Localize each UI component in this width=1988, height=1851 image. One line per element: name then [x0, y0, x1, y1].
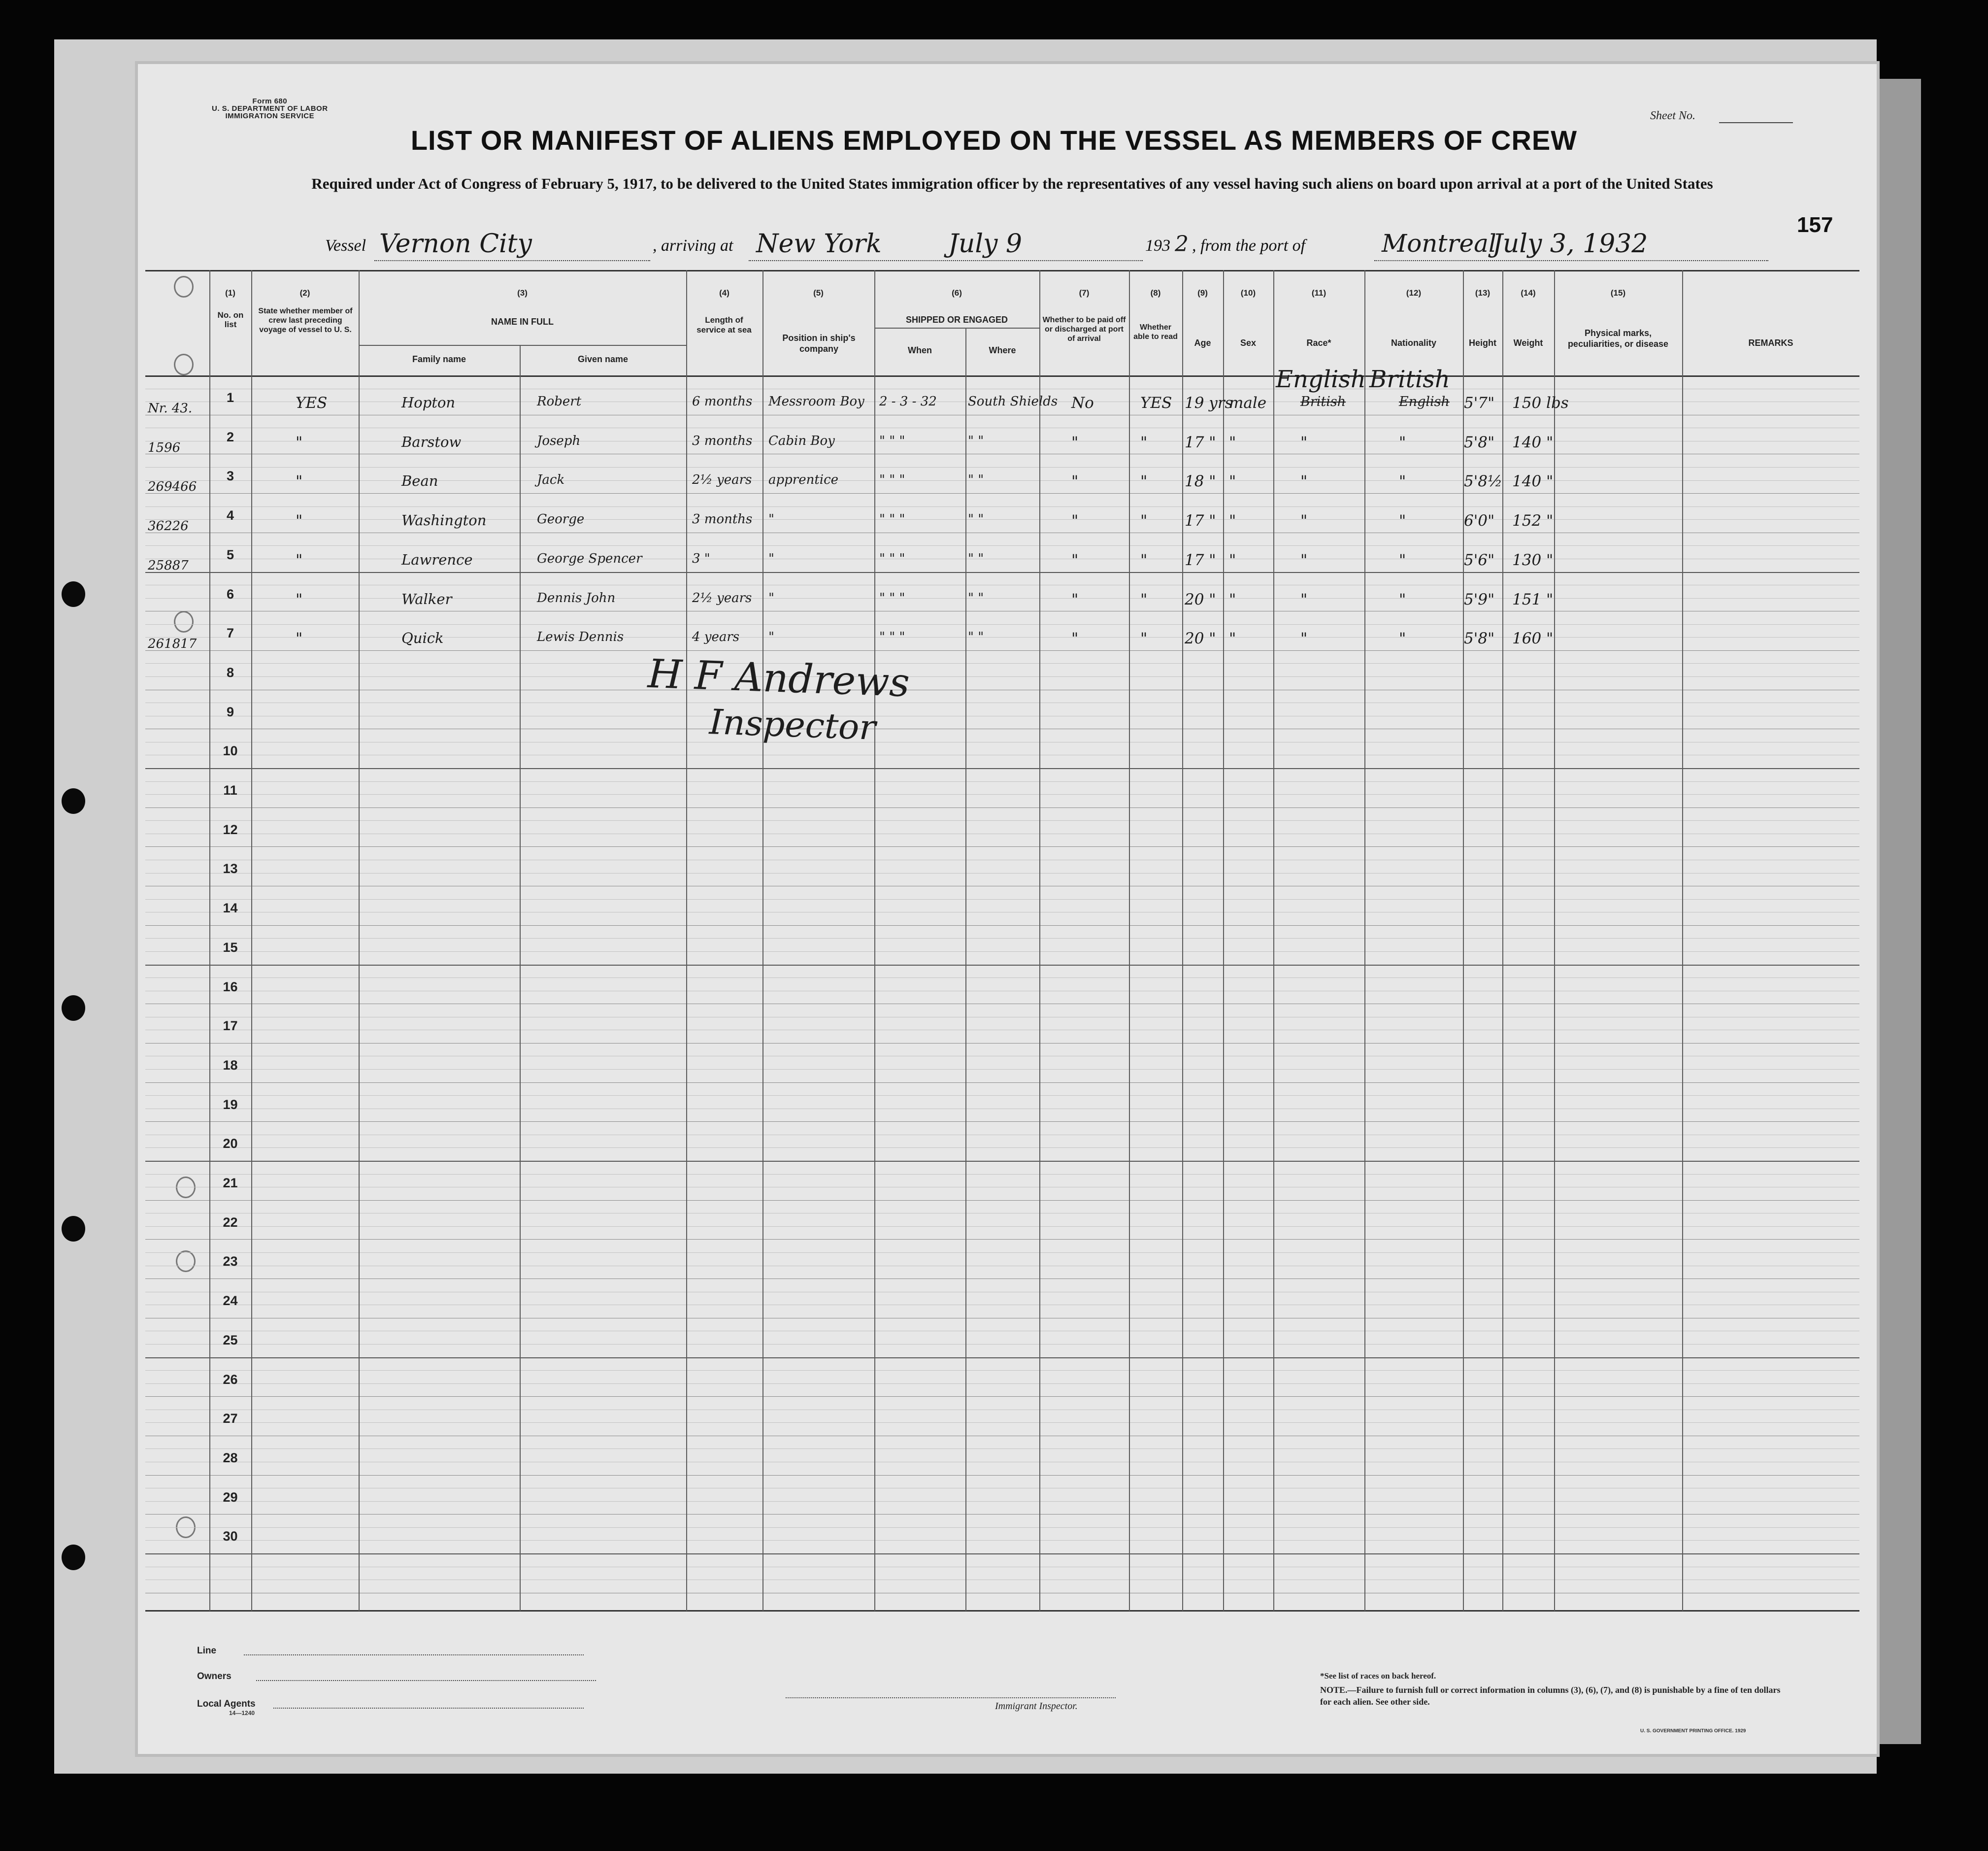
margin-annotation: 1596 — [148, 440, 181, 455]
printer-imprint: U. S. GOVERNMENT PRINTING OFFICE. 1929 — [1640, 1728, 1746, 1734]
row-number: 3 — [226, 469, 234, 483]
col-divider — [874, 270, 875, 1611]
position-cell: Cabin Boy — [768, 434, 835, 448]
family-name-cell: Quick — [401, 630, 444, 646]
height-cell: 5'7" — [1464, 394, 1495, 412]
col-14-header: Weight — [1513, 338, 1543, 348]
header-bottom-border — [145, 375, 1859, 377]
weight-cell: 151 " — [1512, 591, 1554, 608]
col-2-header: State whether member of crew last preceding voyage of vessel to U. S. — [258, 307, 353, 334]
vessel-fill-line — [374, 260, 650, 261]
given-name-cell: George — [537, 512, 585, 527]
previous-voyage-cell: " — [296, 472, 303, 490]
col-divider — [520, 345, 521, 1611]
departure-date: July 3, 1932 — [1492, 229, 1648, 259]
given-name-cell: Jack — [537, 472, 565, 487]
row-rule — [145, 846, 1859, 847]
row-subrule — [145, 873, 1859, 874]
race-cell: " — [1300, 512, 1308, 530]
row-number: 14 — [223, 901, 238, 915]
from-port-label: , from the port of — [1192, 236, 1306, 255]
row-subrule — [145, 781, 1859, 782]
race-cell: " — [1300, 472, 1308, 490]
row-rule — [145, 925, 1859, 926]
service-length-cell: 6 months — [692, 394, 753, 409]
col-5-header: Position in ship's company — [782, 333, 856, 354]
sex-cell: " — [1229, 472, 1236, 490]
page-subtitle: Required under Act of Congress of February 5, 1917, to be delivered to the United States immigration officer by the representatives of any vessel having such aliens on board upon arrival at a port of the United States — [311, 175, 1713, 192]
service-length-cell: 2½ years — [692, 591, 752, 606]
age-cell: 20 " — [1185, 630, 1216, 647]
line-fill-line — [244, 1654, 584, 1655]
height-cell: 5'8½ — [1464, 472, 1503, 490]
col-divider — [1129, 270, 1130, 1611]
vessel-label: Vessel — [325, 236, 366, 255]
col-7-header: Whether to be paid off or discharged at port of arrival — [1042, 316, 1126, 343]
page-number: 157 — [1797, 213, 1833, 237]
sex-cell: " — [1229, 512, 1236, 530]
previous-voyage-cell: " — [296, 591, 303, 608]
row-number: 21 — [223, 1176, 238, 1190]
binding-hole — [62, 1545, 85, 1570]
family-name-cell: Bean — [401, 472, 438, 489]
given-name-cell: Dennis John — [537, 591, 616, 606]
table-top-border — [145, 270, 1859, 271]
nationality-cell: " — [1399, 512, 1406, 530]
col-divider — [1554, 270, 1555, 1611]
weight-cell: 150 lbs — [1512, 394, 1569, 412]
row-subrule — [145, 467, 1859, 468]
row-rule — [145, 1082, 1859, 1083]
able-to-read-cell: " — [1140, 591, 1148, 608]
age-cell: 17 " — [1185, 512, 1216, 530]
col-divider — [251, 270, 252, 1611]
penalty-note: NOTE.—Failure to furnish full or correct information in columns (3), (6), (7), and (8) is punishable by a fine of ten dollars for each alien. See other side. — [1320, 1685, 1781, 1707]
service-length-cell: 3 " — [692, 551, 710, 566]
family-name-cell: Lawrence — [401, 551, 473, 568]
previous-voyage-cell: " — [296, 434, 303, 451]
able-to-read-cell: YES — [1140, 394, 1172, 412]
age-cell: 20 " — [1185, 591, 1216, 608]
shipped-when-cell: " " " — [879, 551, 905, 566]
row-number: 1 — [226, 390, 234, 405]
row-subrule — [145, 899, 1859, 900]
col-13-number: (13) — [1475, 288, 1491, 298]
sex-cell: " — [1229, 551, 1236, 569]
able-to-read-cell: " — [1140, 472, 1148, 490]
vessel-name: Vernon City — [379, 229, 532, 259]
nationality-cell: " — [1399, 630, 1406, 647]
weight-cell: 140 " — [1512, 434, 1554, 451]
paid-off-cell: " — [1071, 591, 1079, 608]
position-cell: " — [768, 630, 774, 644]
row-subrule — [145, 1540, 1859, 1541]
remarks-header: REMARKS — [1748, 338, 1793, 348]
row-subrule — [145, 794, 1859, 795]
punch-hole — [174, 276, 194, 298]
punch-hole — [176, 1250, 196, 1272]
race-cell: " — [1300, 551, 1308, 569]
col-8-number: (8) — [1150, 288, 1161, 298]
nationality-cell: " — [1399, 551, 1406, 569]
service: IMMIGRATION SERVICE — [225, 112, 315, 120]
race-cell: British — [1300, 394, 1346, 409]
margin-annotation: 25887 — [148, 558, 189, 573]
row-number: 6 — [226, 587, 234, 602]
margin-annotation: 269466 — [148, 479, 197, 494]
row-rule — [145, 1475, 1859, 1476]
col-2-number: (2) — [299, 288, 310, 298]
row-rule — [145, 493, 1859, 494]
paid-off-cell: " — [1071, 551, 1079, 569]
given-name-cell: George Spencer — [537, 551, 642, 566]
arrival-date: July 9 — [948, 229, 1022, 259]
immigrant-inspector-label: Immigrant Inspector. — [995, 1701, 1078, 1712]
binding-hole — [62, 995, 85, 1021]
row-subrule — [145, 977, 1859, 978]
inspector-signature: H F Andrews — [647, 650, 911, 706]
margin-annotation: 261817 — [148, 637, 197, 651]
position-cell: Messroom Boy — [768, 394, 864, 409]
margin-annotation: 36226 — [148, 519, 189, 534]
col-1-number: (1) — [225, 288, 235, 298]
row-subrule — [145, 1147, 1859, 1148]
shipped-subheader-line — [874, 328, 1039, 329]
nationality-correction: British — [1369, 366, 1450, 393]
inspector-title: Inspector — [708, 702, 877, 748]
col-9-header: Age — [1194, 338, 1211, 348]
family-name-cell: Walker — [401, 591, 452, 607]
col-6-number: (6) — [952, 288, 962, 298]
row-subrule — [145, 1226, 1859, 1227]
line-label: Line — [197, 1646, 217, 1656]
position-cell: apprentice — [768, 472, 839, 487]
service-length-cell: 3 months — [692, 434, 753, 448]
height-cell: 5'8" — [1464, 630, 1495, 647]
year-digit: 2 — [1175, 232, 1189, 257]
col-14-number: (14) — [1521, 288, 1536, 298]
col-10-header: Sex — [1240, 338, 1257, 348]
row-subrule — [145, 1252, 1859, 1253]
col-12-header: Nationality — [1391, 338, 1436, 348]
col-divider — [1364, 270, 1365, 1611]
age-cell: 19 yrs — [1185, 394, 1233, 412]
position-cell: " — [768, 551, 774, 566]
service-length-cell: 3 months — [692, 512, 753, 527]
punch-hole — [174, 354, 194, 375]
row-rule — [145, 1239, 1859, 1240]
row-rule — [145, 768, 1859, 769]
row-rule — [145, 1161, 1859, 1162]
nationality-cell: " — [1399, 434, 1406, 451]
row-number: 22 — [223, 1215, 238, 1230]
inspector-sign-line — [786, 1697, 1116, 1698]
row-number: 11 — [223, 783, 237, 798]
paid-off-cell: " — [1071, 630, 1079, 647]
col-3-header: NAME IN FULL — [491, 317, 554, 327]
row-subrule — [145, 676, 1859, 677]
row-rule — [145, 965, 1859, 966]
row-number: 29 — [223, 1490, 238, 1505]
row-subrule — [145, 506, 1859, 507]
sex-cell: " — [1229, 434, 1236, 451]
position-cell: " — [768, 591, 774, 606]
row-subrule — [145, 1422, 1859, 1423]
race-correction: English — [1276, 366, 1366, 393]
binding-hole — [62, 788, 85, 814]
col-11-number: (11) — [1311, 288, 1326, 298]
row-subrule — [145, 663, 1859, 664]
col-7-number: (7) — [1079, 288, 1090, 298]
row-rule — [145, 1121, 1859, 1122]
row-number: 26 — [223, 1372, 238, 1387]
given-name-cell: Lewis Dennis — [537, 630, 624, 644]
shipped-where-cell: " " — [968, 472, 984, 487]
sex-cell: male — [1229, 394, 1267, 412]
height-cell: 5'8" — [1464, 434, 1495, 451]
col-12-number: (12) — [1406, 288, 1422, 298]
weight-cell: 130 " — [1512, 551, 1554, 569]
punch-hole — [174, 611, 194, 633]
paid-off-cell: " — [1071, 512, 1079, 530]
row-subrule — [145, 1344, 1859, 1345]
row-number: 28 — [223, 1450, 238, 1465]
binding-hole — [62, 1216, 85, 1242]
col-divider — [1182, 270, 1183, 1611]
row-number: 16 — [223, 979, 238, 994]
row-number: 23 — [223, 1254, 238, 1269]
family-name-cell: Barstow — [401, 434, 462, 450]
races-note: *See list of races on back hereof. — [1320, 1671, 1436, 1681]
col-8-header: Whether able to read — [1133, 323, 1178, 341]
row-number: 25 — [223, 1333, 238, 1347]
nationality-cell: " — [1399, 472, 1406, 490]
shipped-where-cell: " " — [968, 434, 984, 448]
col-divider — [359, 270, 360, 1611]
col-3-number: (3) — [517, 288, 528, 298]
shipped-when-cell: " " " — [879, 512, 905, 527]
row-rule — [145, 1357, 1859, 1358]
col-divider — [1223, 270, 1224, 1611]
height-cell: 5'9" — [1464, 591, 1495, 608]
col-divider — [1682, 270, 1683, 1611]
row-subrule — [145, 1501, 1859, 1502]
shipped-when-header: When — [908, 345, 932, 355]
name-subheader-line — [359, 345, 686, 346]
table-bottom-border — [145, 1610, 1859, 1612]
agents-fill-line — [273, 1708, 584, 1709]
row-number: 10 — [223, 743, 238, 758]
row-subrule — [145, 951, 1859, 952]
col-13-header: Height — [1469, 338, 1496, 348]
col-15-number: (15) — [1610, 288, 1626, 298]
row-subrule — [145, 1448, 1859, 1449]
col-9-number: (9) — [1197, 288, 1208, 298]
height-cell: 6'0" — [1464, 512, 1495, 530]
col-divider — [1039, 270, 1040, 1611]
row-subrule — [145, 545, 1859, 546]
shipped-when-cell: " " " — [879, 630, 905, 644]
local-agents-label: Local Agents — [197, 1699, 256, 1709]
row-number: 19 — [223, 1097, 238, 1112]
given-name-cell: Joseph — [537, 434, 581, 448]
row-subrule — [145, 820, 1859, 821]
weight-cell: 140 " — [1512, 472, 1554, 490]
row-number: 20 — [223, 1136, 238, 1151]
able-to-read-cell: " — [1140, 630, 1148, 647]
row-number: 15 — [223, 940, 238, 955]
able-to-read-cell: " — [1140, 512, 1148, 530]
department: U. S. DEPARTMENT OF LABOR — [212, 104, 328, 113]
shipped-where-cell: " " — [968, 630, 984, 644]
paid-off-cell: " — [1071, 434, 1079, 451]
nationality-cell: English — [1399, 394, 1450, 409]
race-cell: " — [1300, 591, 1308, 608]
sheet-number-line — [1719, 122, 1793, 123]
owners-fill-line — [256, 1680, 596, 1681]
row-number: 30 — [223, 1529, 238, 1544]
col-5-number: (5) — [813, 288, 824, 298]
family-name-cell: Washington — [401, 512, 487, 529]
previous-voyage-cell: YES — [296, 394, 328, 412]
arriving-port: New York — [756, 229, 882, 259]
margin-annotation: Nr. 43. — [148, 401, 193, 416]
row-number: 9 — [226, 705, 234, 719]
previous-voyage-cell: " — [296, 630, 303, 647]
row-rule — [145, 1396, 1859, 1397]
family-name-header: Family name — [412, 354, 466, 364]
position-cell: " — [768, 512, 774, 527]
row-number: 18 — [223, 1058, 238, 1073]
punch-hole — [176, 1177, 196, 1198]
family-name-cell: Hopton — [401, 394, 456, 411]
row-number: 13 — [223, 861, 238, 876]
binding-hole — [62, 581, 85, 607]
row-rule — [145, 572, 1859, 573]
row-subrule — [145, 1095, 1859, 1096]
age-cell: 17 " — [1185, 434, 1216, 451]
shipped-where-header: Where — [989, 345, 1016, 355]
row-number: 27 — [223, 1411, 238, 1426]
shipped-where-cell: " " — [968, 551, 984, 566]
row-subrule — [145, 1527, 1859, 1528]
row-subrule — [145, 938, 1859, 939]
shipped-when-cell: 2 - 3 - 32 — [879, 394, 937, 409]
shipped-when-cell: " " " — [879, 434, 905, 448]
row-number: 4 — [226, 508, 234, 523]
previous-voyage-cell: " — [296, 551, 303, 569]
shipped-when-cell: " " " — [879, 591, 905, 606]
row-subrule — [145, 624, 1859, 625]
row-number: 5 — [226, 547, 234, 562]
arriving-fill-line — [749, 260, 1143, 261]
col-divider — [686, 270, 687, 1611]
row-subrule — [145, 1383, 1859, 1384]
col-divider — [965, 328, 966, 1611]
shipped-where-cell: South Shields — [968, 394, 1058, 409]
col-4-header: Length of service at sea — [696, 315, 752, 335]
shipped-where-cell: " " — [968, 512, 984, 527]
sex-cell: " — [1229, 630, 1236, 647]
col-10-number: (10) — [1240, 288, 1256, 298]
row-number: 24 — [223, 1293, 238, 1308]
col-11-header: Race* — [1306, 338, 1331, 348]
row-subrule — [145, 1174, 1859, 1175]
page-title: LIST OR MANIFEST OF ALIENS EMPLOYED ON THE VESSEL AS MEMBERS OF CREW — [410, 125, 1578, 156]
col-divider — [1502, 270, 1503, 1611]
sex-cell: " — [1229, 591, 1236, 608]
row-number: 12 — [223, 822, 238, 837]
from-port-fill-line — [1374, 260, 1768, 261]
given-name-header: Given name — [577, 354, 629, 364]
row-number: 7 — [226, 626, 234, 640]
given-name-cell: Robert — [537, 394, 582, 409]
weight-cell: 160 " — [1512, 630, 1554, 647]
paid-off-cell: No — [1071, 394, 1094, 412]
row-number: 2 — [226, 430, 234, 444]
row-rule — [145, 650, 1859, 651]
shipped-where-cell: " " — [968, 591, 984, 606]
departure-port: Montreal — [1382, 229, 1496, 258]
row-number: 8 — [226, 665, 234, 680]
form-identifier — [212, 98, 328, 120]
able-to-read-cell: " — [1140, 551, 1148, 569]
previous-voyage-cell: " — [296, 512, 303, 530]
col-1-header: No. on list — [217, 310, 244, 329]
form-number: Form 680 — [252, 97, 288, 105]
service-length-cell: 4 years — [692, 630, 740, 644]
arriving-label: , arriving at — [653, 236, 733, 255]
col-15-header: Physical marks, peculiarities, or disease — [1567, 328, 1669, 349]
col-divider — [1273, 270, 1274, 1611]
owners-label: Owners — [197, 1671, 232, 1682]
height-cell: 5'6" — [1464, 551, 1495, 569]
row-rule — [145, 1553, 1859, 1554]
row-subrule — [145, 1069, 1859, 1070]
form-code: 14—1240 — [229, 1710, 255, 1716]
age-cell: 18 " — [1185, 472, 1216, 490]
col-4-number: (4) — [719, 288, 729, 298]
weight-cell: 152 " — [1512, 512, 1554, 530]
race-cell: " — [1300, 630, 1308, 647]
shipped-when-cell: " " " — [879, 472, 905, 487]
row-subrule — [145, 1370, 1859, 1371]
age-cell: 17 " — [1185, 551, 1216, 569]
col-6-header: SHIPPED OR ENGAGED — [905, 315, 1008, 325]
year-prefix: 193 — [1145, 236, 1170, 255]
service-length-cell: 2½ years — [692, 472, 752, 487]
col-divider — [1463, 270, 1464, 1611]
nationality-cell: " — [1399, 591, 1406, 608]
row-number: 17 — [223, 1018, 238, 1033]
able-to-read-cell: " — [1140, 434, 1148, 451]
race-cell: " — [1300, 434, 1308, 451]
sheet-number-label: Sheet No. — [1650, 109, 1695, 122]
paid-off-cell: " — [1071, 472, 1079, 490]
row-rule — [145, 1200, 1859, 1201]
col-divider — [762, 270, 763, 1611]
